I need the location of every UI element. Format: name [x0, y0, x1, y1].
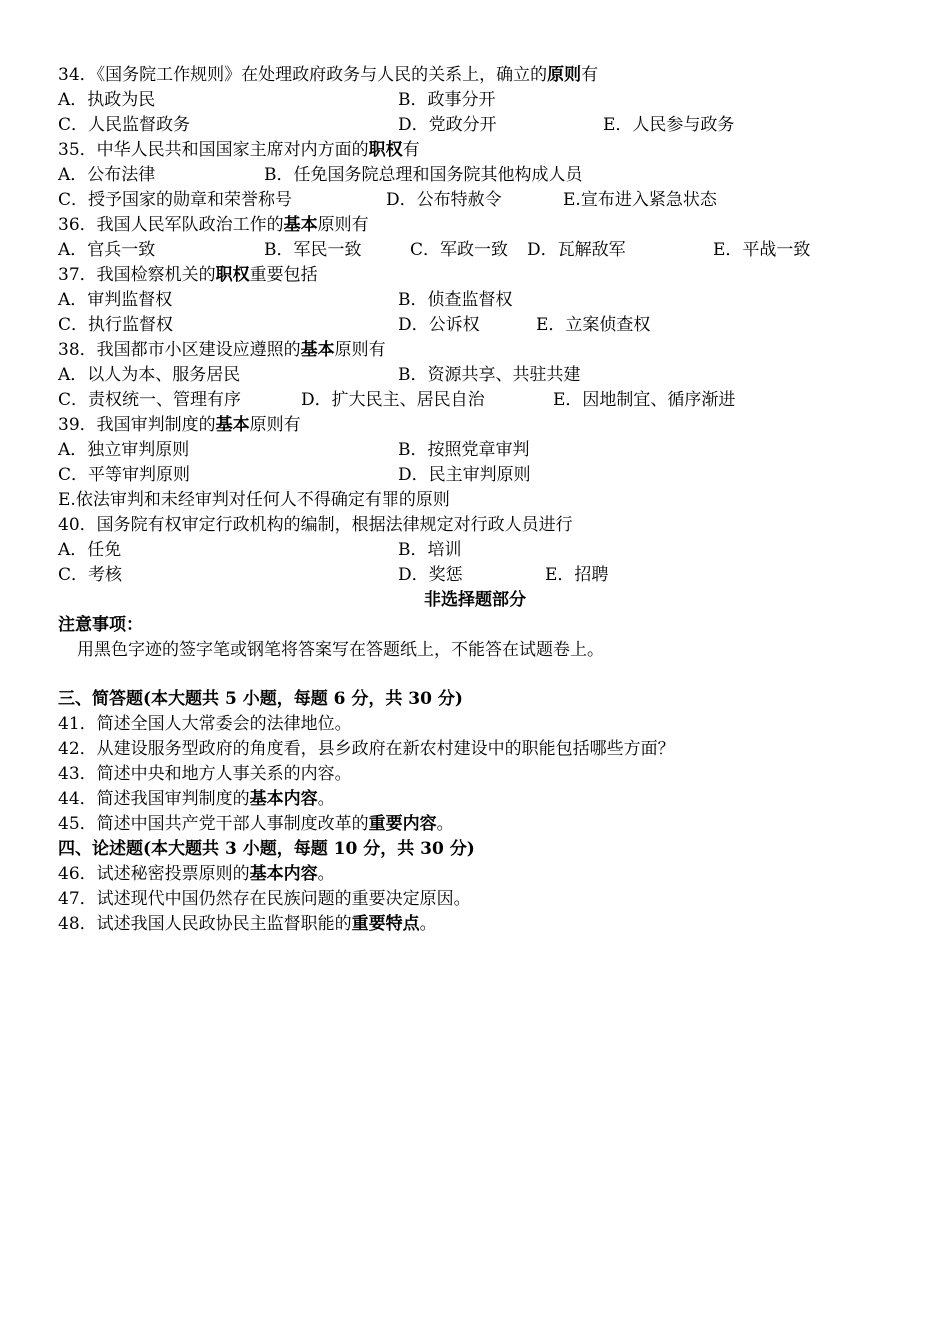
question-bold: 基本内容: [249, 864, 318, 884]
stem-text-tail: 重要包括: [249, 265, 318, 285]
stem-text: 35．中华人民共和国国家主席对内方面的: [58, 140, 369, 160]
stem-text-tail: 原则有: [249, 415, 301, 435]
stem-bold: 职权: [368, 140, 403, 160]
q34-option-c: C．人民监督政务: [58, 115, 191, 135]
q36-option-d: D．瓦解敌军: [527, 240, 626, 260]
q37-option-c: C．执行监督权: [58, 315, 174, 335]
section-4-title: 四、论述题(本大题共 3 小题，每题 10 分，共 30 分): [58, 839, 475, 859]
question-36-stem: [58, 213, 369, 237]
question-bold: 重要特点: [351, 914, 420, 934]
question-text: 46．试述秘密投票原则的: [58, 864, 250, 884]
q37-option-e: E．立案侦查权: [536, 315, 651, 335]
question-text-tail: 。: [419, 914, 437, 934]
q35-option-a: A．公布法律: [58, 165, 156, 185]
question-text-tail: 。: [317, 864, 335, 884]
question-text: 45．简述中国共产党干部人事制度改革的: [58, 814, 369, 834]
question-bold: 重要内容: [368, 814, 437, 834]
q39-option-c: C．平等审判原则: [58, 465, 191, 485]
q40-option-c: C．考核: [58, 565, 123, 585]
question-40-stem: [58, 513, 573, 537]
q37-option-d: D．公诉权: [398, 315, 480, 335]
q38-option-e: E．因地制宜、循序渐进: [553, 390, 736, 410]
part-title: 非选择题部分: [424, 590, 526, 610]
section-3-title: 三、简答题(本大题共 5 小题，每题 6 分，共 30 分): [58, 689, 463, 709]
question-38-stem: [58, 338, 386, 362]
q38-option-c: C．责权统一、管理有序: [58, 390, 242, 410]
q40-option-d: D．奖惩: [398, 565, 463, 585]
question-43: [58, 762, 352, 786]
q39-option-b: B．按照党章审判: [398, 440, 530, 460]
q35-option-c: C．授予国家的勋章和荣誉称号: [58, 190, 293, 210]
stem-text: 40．国务院有权审定行政机构的编制，根据法律规定对行政人员进行: [58, 515, 573, 535]
q39-option-d: D．民主审判原则: [398, 465, 531, 485]
q36-option-b: B．军民一致: [264, 240, 362, 260]
notice-text: 用黑色字迹的签字笔或钢笔将答案写在答题纸上，不能答在试题卷上。: [77, 640, 604, 660]
question-bold: 基本内容: [249, 789, 318, 809]
stem-bold: 原则: [547, 65, 582, 85]
q39-option-a: A．独立审判原则: [58, 440, 190, 460]
q34-option-d: D．党政分开: [398, 115, 497, 135]
stem-bold: 基本: [283, 215, 318, 235]
question-text: 47．试述现代中国仍然存在民族问题的重要决定原因。: [58, 889, 471, 909]
question-45: [58, 812, 454, 836]
question-text: 48．试述我国人民政协民主监督职能的: [58, 914, 352, 934]
stem-text: 34．《国务院工作规则》在处理政府政务与人民的关系上，确立的: [58, 65, 548, 85]
question-44: [58, 787, 335, 811]
stem-text-tail: 有: [581, 65, 599, 85]
stem-text-tail: 有: [402, 140, 420, 160]
question-text: 42．从建设服务型政府的角度看，县乡政府在新农村建设中的职能包括哪些方面？: [58, 739, 675, 759]
stem-text: 38．我国都市小区建设应遵照的: [58, 340, 301, 360]
question-48: [58, 912, 437, 936]
stem-text-tail: 原则有: [317, 215, 369, 235]
q38-option-d: D．扩大民主、居民自治: [301, 390, 485, 410]
q40-option-e: E．招聘: [545, 565, 609, 585]
q36-option-c: C．军政一致: [410, 240, 509, 260]
q35-option-b: B．任免国务院总理和国务院其他构成人员: [264, 165, 583, 185]
stem-text: 39．我国审判制度的: [58, 415, 216, 435]
question-text: 44．简述我国审判制度的: [58, 789, 250, 809]
q40-option-a: A．任免: [58, 540, 122, 560]
stem-bold: 职权: [215, 265, 250, 285]
q37-option-a: A．审判监督权: [58, 290, 173, 310]
stem-text-tail: 原则有: [334, 340, 386, 360]
q40-option-b: B．培训: [398, 540, 462, 560]
question-37-stem: [58, 263, 318, 287]
question-42: [58, 737, 675, 761]
question-39-stem: [58, 413, 301, 437]
question-46: [58, 862, 335, 886]
q35-option-e: E.宣布进入紧急状态: [563, 190, 717, 210]
stem-bold: 基本: [215, 415, 250, 435]
question-text: 41．简述全国人大常委会的法律地位。: [58, 714, 352, 734]
q34-option-a: A．执政为民: [58, 90, 156, 110]
notice-title: 注意事项：: [58, 615, 143, 635]
question-text-tail: 。: [436, 814, 454, 834]
question-35-stem: [58, 138, 420, 162]
question-34-stem: [58, 63, 598, 87]
q35-option-d: D．公布特赦令: [386, 190, 502, 210]
q38-option-b: B．资源共享、共驻共建: [398, 365, 581, 385]
q38-option-a: A．以人为本、服务居民: [58, 365, 241, 385]
question-41: [58, 712, 352, 736]
q39-option-e: E.依法审判和未经审判对任何人不得确定有罪的原则: [58, 490, 450, 510]
stem-text: 36．我国人民军队政治工作的: [58, 215, 284, 235]
q36-option-e: E．平战一致: [713, 240, 811, 260]
question-text: 43．简述中央和地方人事关系的内容。: [58, 764, 352, 784]
q37-option-b: B．侦查监督权: [398, 290, 513, 310]
question-text-tail: 。: [317, 789, 335, 809]
q36-option-a: A．官兵一致: [58, 240, 156, 260]
stem-text: 37．我国检察机关的: [58, 265, 216, 285]
q34-option-b: B．政事分开: [398, 90, 496, 110]
question-47: [58, 887, 471, 911]
q34-option-e: E．人民参与政务: [603, 115, 735, 135]
stem-bold: 基本: [300, 340, 335, 360]
